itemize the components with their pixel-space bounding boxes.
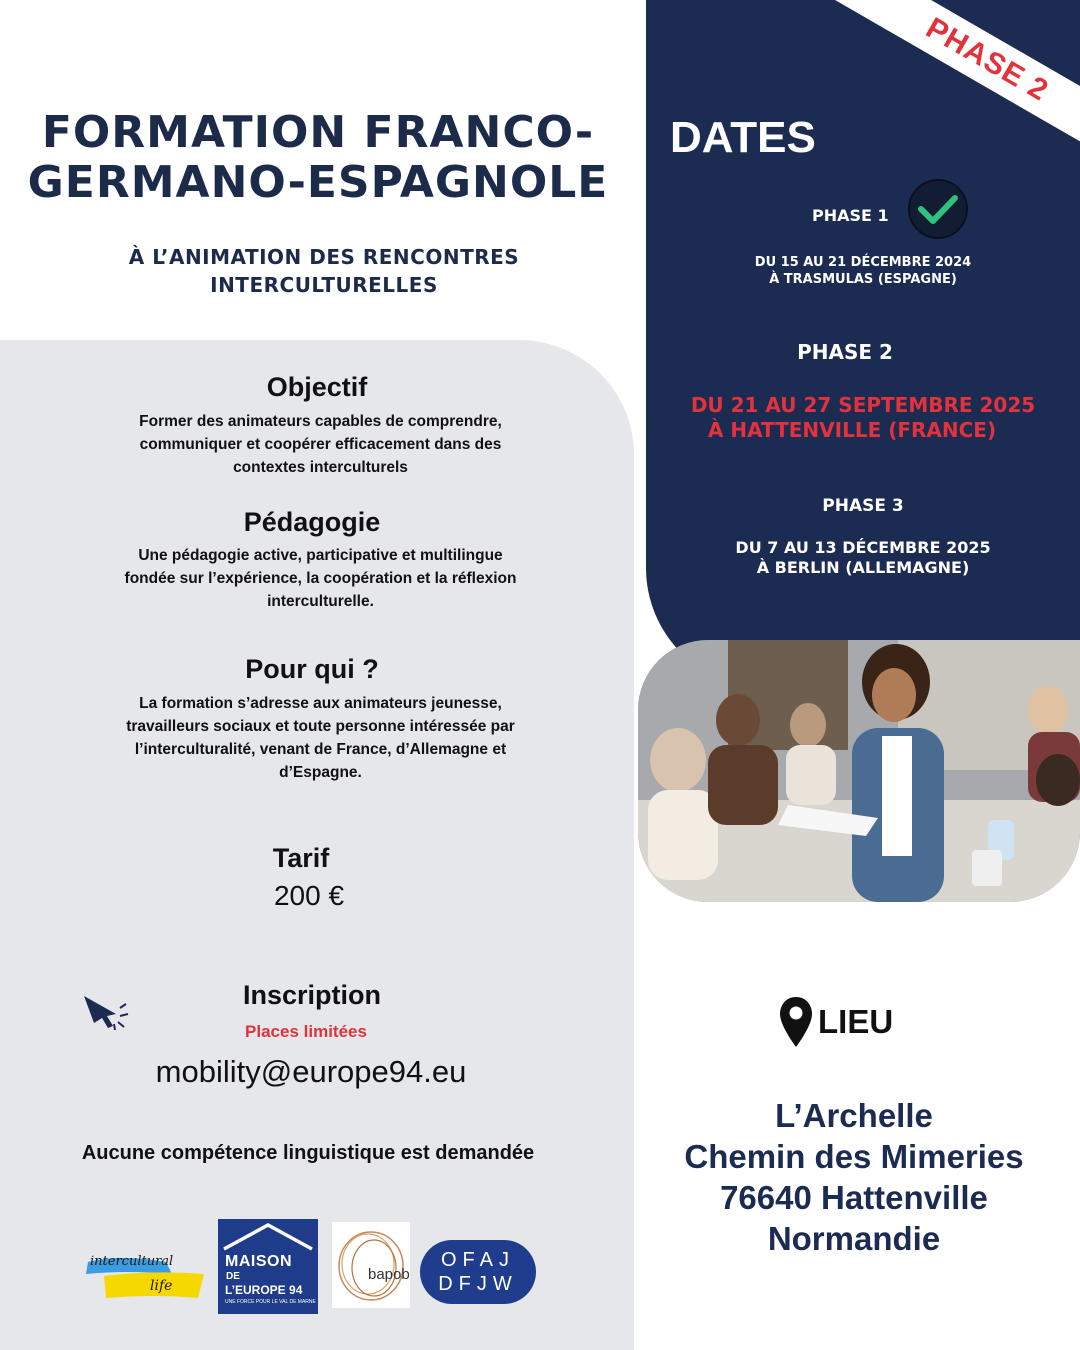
- check-circle-icon: [905, 178, 971, 240]
- meeting-photo: [638, 640, 1080, 902]
- phase2-dates: [646, 393, 1080, 443]
- page-subtitle-line-2: INTERCULTURELLES: [210, 273, 438, 297]
- meeting-photo-illustration: [638, 640, 1080, 902]
- page-subtitle-line-1: À L’ANIMATION DES RENCONTRES: [128, 245, 520, 269]
- phase2-label: PHASE 2: [797, 340, 893, 364]
- address-line: Normandie: [767, 1220, 941, 1257]
- ofaj-dfjw-logo: [420, 1240, 536, 1304]
- inscription-title: Inscription: [242, 980, 381, 1010]
- contact-email-link[interactable]: mobility@europe94.eu: [155, 1054, 467, 1089]
- ofaj-line: OFAJ: [440, 1249, 515, 1271]
- page-subtitle: [60, 243, 588, 299]
- phase2-dates-line-1: DU 21 AU 27 SEPTEMBRE 2025: [690, 393, 1036, 417]
- phase1-dates-line-1: DU 15 AU 21 DÉCEMBRE 2024: [754, 255, 972, 270]
- phase3-dates-line-2: À BERLIN (ALLEMAGNE): [756, 558, 970, 577]
- lieu-title: LIEU: [818, 1003, 894, 1040]
- phase3-dates: [646, 538, 1080, 578]
- dates-title: DATES: [670, 113, 816, 162]
- pedagogie-title: Pédagogie: [243, 507, 381, 537]
- maison-europe-line-2: DE: [226, 1271, 240, 1282]
- dfjw-line: DFJW: [438, 1273, 518, 1295]
- phase1-dates: [646, 254, 1080, 288]
- pedagogie-text: [98, 544, 543, 613]
- objectif-text: [108, 410, 533, 479]
- page-title-line-1: FORMATION FRANCO-: [41, 107, 595, 158]
- phase1-label: PHASE 1: [812, 206, 889, 225]
- phase1-dates-line-2: À TRASMULAS (ESPAGNE): [769, 272, 957, 287]
- phase3-dates-line-1: DU 7 AU 13 DÉCEMBRE 2025: [735, 538, 991, 557]
- maison-europe-line-3: L’EUROPE 94: [225, 1283, 303, 1297]
- places-limitees-note: Places limitées: [245, 1022, 367, 1041]
- map-pin-icon: [778, 995, 814, 1049]
- pour-qui-line: La formation s’adresse aux animateurs jeunesse,: [139, 695, 502, 712]
- tarif-value: 200 €: [273, 880, 345, 911]
- objectif-line: Former des animateurs capables de comprendre,: [139, 413, 502, 430]
- page-title-line-2: GERMANO-ESPAGNOLE: [27, 157, 609, 208]
- maison-europe-logo: [218, 1219, 318, 1314]
- lieu-heading: [778, 995, 893, 1049]
- house-roof-icon: [220, 1221, 316, 1251]
- lieu-address: [646, 1095, 1062, 1259]
- page-title: [0, 108, 636, 208]
- pedagogie-line: interculturelle.: [267, 593, 374, 610]
- maison-europe-line-1: MAISON: [225, 1253, 292, 1270]
- pour-qui-text: [98, 692, 543, 784]
- intercultural-life-logo-line-2: life: [150, 1278, 173, 1294]
- objectif-line: contextes interculturels: [233, 459, 408, 476]
- objectif-line: communiquer et coopérer efficacement dans des: [139, 436, 502, 453]
- bapob-logo: [332, 1222, 410, 1308]
- pour-qui-line: travailleurs sociaux et toute personne intéressée par: [126, 718, 515, 735]
- tarif-title: Tarif: [272, 843, 330, 873]
- maison-europe-tagline: UNE FORCE POUR LE VAL DE MARNE: [225, 1299, 316, 1305]
- intercultural-life-logo-line-1: intercultural: [90, 1254, 174, 1269]
- address-line: Chemin des Mimeries: [684, 1138, 1024, 1175]
- pedagogie-line: Une pédagogie active, participative et multilingue: [138, 547, 503, 564]
- phase-ribbon-label: PHASE 2: [920, 11, 1055, 108]
- pour-qui-line: l’interculturalité, venant de France, d’Allemagne et: [134, 741, 507, 758]
- bapob-swirl-icon: [334, 1226, 408, 1304]
- phase3-label: PHASE 3: [822, 496, 904, 516]
- pour-qui-title: Pour qui ?: [245, 654, 379, 684]
- address-line: 76640 Hattenville: [720, 1179, 988, 1216]
- language-note: Aucune compétence linguistique est demandée: [81, 1142, 535, 1164]
- address-line: L’Archelle: [775, 1097, 933, 1134]
- objectif-title: Objectif: [266, 372, 368, 402]
- bapob-logo-text: bapob: [368, 1266, 410, 1283]
- pour-qui-line: d’Espagne.: [279, 764, 362, 781]
- intercultural-life-logo: [80, 1248, 208, 1308]
- pedagogie-line: fondée sur l’expérience, la coopération et la réflexion: [124, 570, 517, 587]
- phase2-dates-line-2: À HATTENVILLE (FRANCE): [707, 418, 997, 442]
